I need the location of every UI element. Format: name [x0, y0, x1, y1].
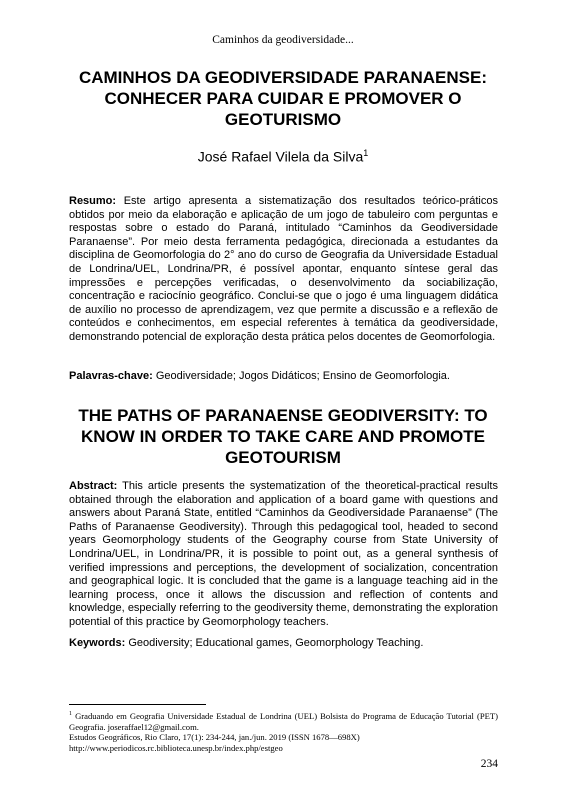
page-number: 234 — [480, 758, 498, 770]
keywords-label: Keywords: — [69, 637, 126, 649]
journal-url: http://www.periodicos.rc.biblioteca.unesp.br/index.php/estgeo — [69, 743, 283, 754]
footnotes — [69, 709, 498, 754]
article-title-portuguese: CAMINHOS DA GEODIVERSIDADE PARANAENSE: CONHECER PARA CUIDAR E PROMOVER O GEOTURISMO — [78, 68, 488, 129]
resumo-text: Este artigo apresenta a sistematização dos resultados teórico-práticos obtidos por meio da elaboração e aplicação de um jogo de tabuleiro com perguntas e respostas sobre o estado do Paraná, intitulado “Caminhos da Geodiversidade Paranaense”. Por meio desta ferramenta pedagógica, direcionada a estudantes da disciplina de Geomorfologia do 2° ano do curso de Geografia da Universidade Estadual de Londrina/UEL, Londrina/PR, é possível apontar, enquanto síntese geral das impressões e percepções verificadas, o desenvolvimento da sociabilização, concentração e raciocínio geográfico. Conclui-se que o jogo é uma linguagem didática de auxílio no processo de aprendizagem, vez que permite a discussão e a reflexão de conteúdos e conhecimentos, em especial referentes à temática da geodiversidade, demonstrando potencial de exploração desta prática pelos docentes de Geomorfologia. — [69, 195, 498, 343]
author-name: José Rafael Vilela da Silva — [197, 148, 364, 165]
abstract-text: This article presents the systematization of the theoretical-practical results obtained through the elaboration and application of a board game with questions and answers about Paraná State, entitled “Caminhos da Geodiversidade Paranaense” (The Paths of Paranaense Geodiversity). Through this pedagogical tool, headed to second years Geomorphology students of the Geography course from State University of Londrina/UEL, in Londrina/PR, it is possible to point out, as a general synthesis of verified impressions and perceptions, the development of socialization, concentration and geographical logic. It is concluded that the game is a language teaching aid in the learning process, once it allows the discussion and reflection of contents and knowledge, especially referring to the geodiversity theme, demonstrating the exploration potential of this practice by Geomorphology teachers. — [69, 480, 498, 628]
palavras-chave-text: Geodiversidade; Jogos Didáticos; Ensino de Geomorfologia. — [155, 370, 450, 382]
keywords-text: Geodiversity; Educational games, Geomorphology Teaching. — [128, 637, 424, 649]
abstract-label: Abstract: — [69, 480, 118, 492]
footnote-mark: 1 — [69, 711, 72, 717]
palavras-chave-label: Palavras-chave: — [69, 370, 153, 382]
author-footnote-mark: 1 — [363, 148, 369, 158]
keywords-paragraph — [69, 637, 498, 651]
author-footnote — [69, 709, 498, 732]
article-title-english: THE PATHS OF PARANAENSE GEODIVERSITY: TO KNOW IN ORDER TO TAKE CARE AND PROMOTE GEOTOURISM — [78, 406, 488, 467]
footnote-text: Graduando em Geografia Universidade Estadual de Londrina (UEL) Bolsista do Programa de Educação Tutorial (PET) Geografia. joseraffael12@gmail.com. — [69, 710, 498, 732]
abstract-paragraph — [69, 480, 498, 630]
palavras-chave-paragraph — [69, 370, 498, 384]
resumo-label: Resumo: — [69, 195, 117, 207]
footnote-divider — [69, 704, 206, 705]
resumo-paragraph — [69, 195, 498, 345]
author-line — [0, 148, 566, 165]
citation-line: Estudos Geográficos, Rio Claro, 17(1): 234-244, jan./jun. 2019 (ISSN 1678—698X) — [69, 732, 360, 743]
running-head: Caminhos da geodiversidade... — [212, 34, 354, 46]
